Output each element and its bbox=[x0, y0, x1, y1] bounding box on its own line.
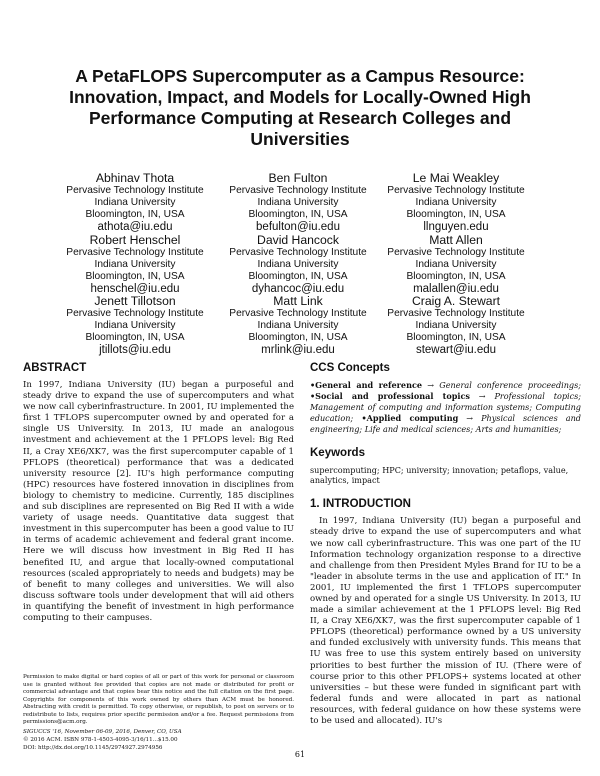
author-affiliation: Pervasive Technology Institute bbox=[229, 185, 367, 196]
author-block bbox=[213, 233, 383, 296]
permission-notice: Permission to make digital or hard copies of all or part of this work for personal or classroom use is granted without fee provided that copies are not made or distributed for profit or commercial advantage and that copies bear this notice and the full citation on the first page. Copyrights for components of this work owned by others than ACM must be honored. Abstracting with credit is permitted. To copy otherwise, or republish, to post on servers or to redistribute to lists, requires prior specific permission and/or a fee. Request permissions from permissions@acm.org. bbox=[23, 674, 294, 725]
author-affiliation: Pervasive Technology Institute bbox=[66, 185, 204, 196]
author-location: Bloomington, IN, USA bbox=[406, 271, 506, 282]
author-email: stewart@iu.edu bbox=[415, 344, 497, 356]
author-email: llnguyen.edu bbox=[423, 221, 489, 233]
author-name: Matt Link bbox=[273, 294, 323, 308]
author-email: henschel@iu.edu bbox=[90, 283, 180, 295]
ccs-concept: •Applied computing bbox=[353, 412, 459, 423]
venue-text: SIGUCCS '16, November 06-09, 2016, Denver, CO, USA bbox=[23, 729, 182, 735]
page-number: 61 bbox=[294, 750, 306, 759]
author-organization: Indiana University bbox=[415, 259, 497, 270]
arrow: → bbox=[458, 412, 482, 423]
ccs-concept: •General and reference bbox=[310, 380, 423, 390]
author-organization: Indiana University bbox=[415, 320, 497, 331]
author-organization: Indiana University bbox=[257, 197, 339, 208]
author-email: jtillots@iu.edu bbox=[99, 344, 171, 356]
publication-venue bbox=[23, 729, 294, 737]
author-affiliation: Pervasive Technology Institute bbox=[66, 308, 204, 319]
author-email: mrlink@iu.edu bbox=[261, 344, 335, 356]
keywords-text: supercomputing; HPC; university; innovation; petaflops, value, analytics, impact bbox=[310, 464, 569, 486]
author-name: Craig A. Stewart bbox=[411, 294, 501, 308]
author-name: Robert Henschel bbox=[89, 233, 181, 247]
author-affiliation: Pervasive Technology Institute bbox=[387, 247, 525, 258]
arrow: → bbox=[469, 390, 495, 401]
right-column bbox=[310, 362, 581, 727]
ccs-concept: •Social and professional topics bbox=[310, 390, 470, 401]
paper-title: A PetaFLOPS Supercomputer as a Campus Resource: Innovation, Impact, and Models for Locally-Owned High Performance Computing at Research Colleges and Universities bbox=[69, 66, 531, 149]
copyright-line: © 2016 ACM. ISBN 978-1-4503-4095-3/16/11...$15.00 bbox=[23, 737, 178, 743]
author-organization: Indiana University bbox=[257, 320, 339, 331]
author-location: Bloomington, IN, USA bbox=[406, 332, 506, 343]
abstract-text: In 1997, Indiana University (IU) began a purposeful and steady drive to expand the use of supercomputers and what we now call cyberinfrastructure. In 2001, IU implemented the first 1 TFLOPS supercomputer owned by and operated for a single US University. In 2013, IU made an analogous investment and achievement at the 1 PFLOPS level: Big Red II, a Cray XE6/XK7, was the first supercomputer capable of 1 PFLOPS (theoretical) performance that was a dedicated university resource [2]. IU's high performance computing (HPC) resources have fostered innovation in disciplines from biology to chemistry to medicine. Currently, 185 disciplines and sub disciplines are represented on Big Red II with a wide variety of usage needs. Quantitative data suggest that investment in this supercomputer has been a good value to IU in terms of academic achievement and federal grant income. Here we will discuss how investment in Big Red II has benefited IU, and argue that locally-owned computational resources (scaled appropriately to needs and budgets) may be of benefit to many colleges and universities. We will also discuss software tools under development that will aid others in quantifying the benefit of investment in high performance computing to their campuses. bbox=[23, 380, 294, 623]
author-email: befulton@iu.edu bbox=[256, 221, 340, 233]
author-location: Bloomington, IN, USA bbox=[85, 271, 185, 282]
author-location: Bloomington, IN, USA bbox=[85, 209, 185, 220]
author-email: athota@iu.edu bbox=[97, 221, 173, 233]
arrow: → bbox=[422, 380, 440, 390]
keywords-heading: Keywords bbox=[310, 446, 365, 459]
author-block bbox=[213, 171, 383, 234]
author-name: Abhinav Thota bbox=[95, 171, 175, 185]
author-block bbox=[50, 233, 220, 296]
author-organization: Indiana University bbox=[94, 320, 176, 331]
ccs-subconcept: Physical sciences and engineering; Life and medical sciences; Arts and humanities; bbox=[310, 412, 581, 434]
introduction-heading: 1. INTRODUCTION bbox=[310, 498, 411, 511]
author-name: David Hancock bbox=[257, 233, 339, 247]
doi-line: DOI: http://dx.doi.org/10.1145/2974927.2974956 bbox=[23, 745, 163, 751]
author-affiliation: Pervasive Technology Institute bbox=[229, 247, 367, 258]
author-affiliation: Pervasive Technology Institute bbox=[387, 185, 525, 196]
author-location: Bloomington, IN, USA bbox=[248, 332, 348, 343]
author-name: Jenett Tillotson bbox=[94, 294, 176, 308]
ccs-heading: CCS Concepts bbox=[310, 362, 390, 374]
ccs-concepts bbox=[310, 380, 581, 435]
author-name: Matt Allen bbox=[429, 233, 483, 247]
author-location: Bloomington, IN, USA bbox=[85, 332, 185, 343]
author-block bbox=[50, 171, 220, 234]
author-affiliation: Pervasive Technology Institute bbox=[229, 308, 367, 319]
author-organization: Indiana University bbox=[257, 259, 339, 270]
author-email: malallen@iu.edu bbox=[413, 283, 499, 295]
abstract-heading: ABSTRACT bbox=[23, 362, 87, 374]
author-name: Le Mai Weakley bbox=[412, 171, 500, 185]
author-organization: Indiana University bbox=[415, 197, 497, 208]
author-name: Ben Fulton bbox=[268, 171, 328, 185]
author-block bbox=[371, 233, 541, 296]
ccs-subconcept: Professional topics; Management of computing and information systems; Computing education; bbox=[310, 390, 582, 423]
author-organization: Indiana University bbox=[94, 197, 176, 208]
left-column bbox=[23, 362, 294, 624]
author-block bbox=[371, 171, 541, 234]
author-location: Bloomington, IN, USA bbox=[248, 209, 348, 220]
introduction-text: In 1997, Indiana University (IU) began a purposeful and steady drive to expand the use of supercomputers and what we now call cyberinfrastructure. This was one part of the IU Information technology organization response to a directive and challenge from then President Myles Brand for IU to be a "leader in absolute terms in the use and application of IT." In 2001, IU implemented the first 1 TFLOPS supercomputer owned by and operated for a single US University. In 2013, IU made a similar achievement at the 1 PFLOPS level: Big Red II, a Cray XE6/XK7, was the first supercomputer capable of 1 PFLOPS (theoretical) performance owned by a US university and funded exclusively with university funds. This means that IU was free to use this system entirely based on university priorities to best further the mission of IU. (There were of course prior to this other PFLOPS+ systems located at other universities – but these were funded in significant part with federal funds and were allocated in part as national resources, with federal guidance on how these systems were to be used and allocated). IU's bbox=[310, 516, 581, 727]
author-block bbox=[371, 294, 541, 357]
author-affiliation: Pervasive Technology Institute bbox=[387, 308, 525, 319]
author-location: Bloomington, IN, USA bbox=[248, 271, 348, 282]
author-affiliation: Pervasive Technology Institute bbox=[66, 247, 204, 258]
author-organization: Indiana University bbox=[94, 259, 176, 270]
author-location: Bloomington, IN, USA bbox=[406, 209, 506, 220]
author-block bbox=[213, 294, 383, 357]
author-email: dyhancoc@iu.edu bbox=[251, 283, 345, 295]
author-block bbox=[50, 294, 220, 357]
ccs-subconcept: General conference proceedings; bbox=[439, 380, 581, 390]
